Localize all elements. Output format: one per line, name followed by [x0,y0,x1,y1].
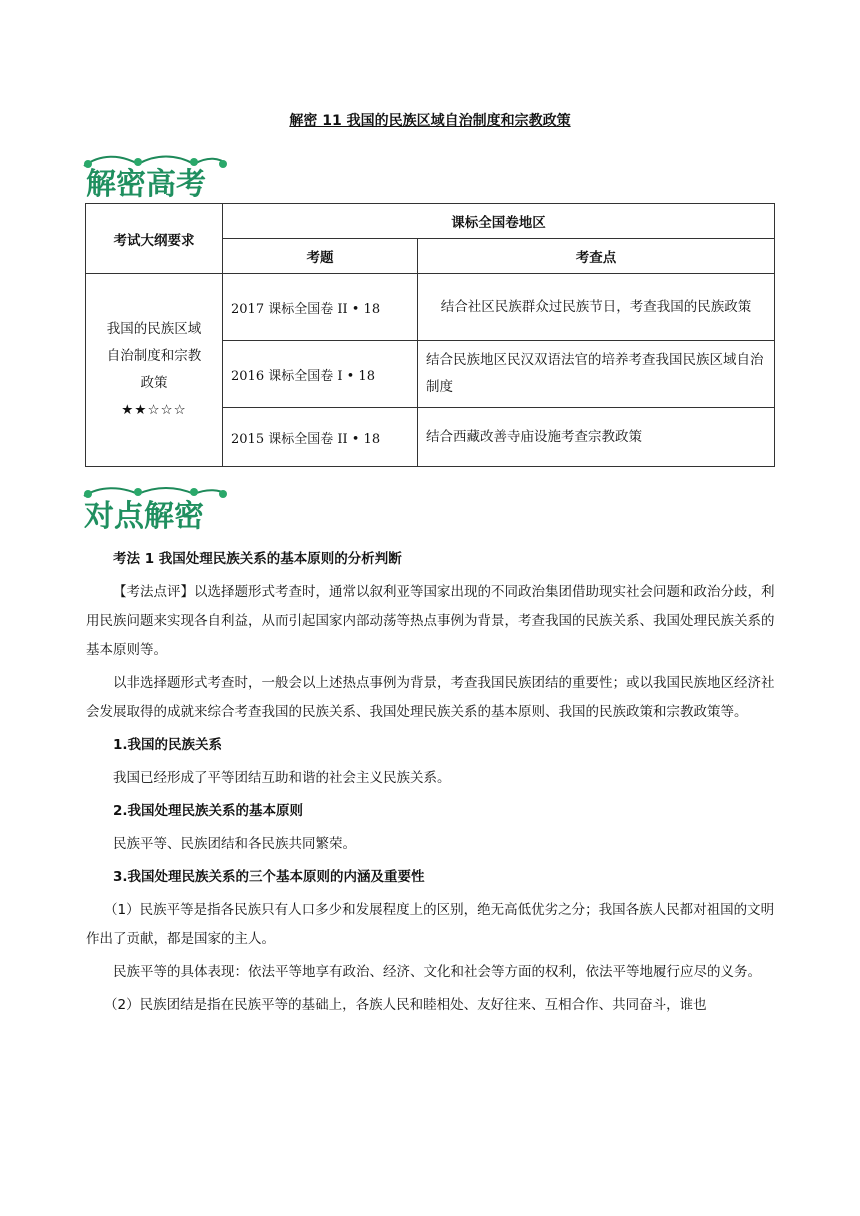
main-content [86,545,776,1020]
banner-gaokao-graphic [80,152,230,202]
question-cell: 2016 课标全国卷 I • 18 [223,341,418,408]
exam-outline-table [85,203,775,467]
section-heading-3: 3.我国处理民族关系的三个基本原则的内涵及重要性 [113,869,425,885]
paragraph: （1）民族平等是指各民族只有人口多少和发展程度上的区别，绝无高低优劣之分；我国各族人民都对祖国的文明作出了贡献，都是国家的主人。 [86,902,775,947]
point-cell: 结合社区民族群众过民族节日，考查我国的民族政策 [418,274,775,341]
banner-duidian-graphic [80,484,230,534]
requirement-line: 我国的民族区域 [106,321,202,337]
paragraph: 民族平等、民族团结和各民族共同繁荣。 [113,836,356,852]
table-row [86,274,775,341]
banner-gaokao-text: 解密高考 [86,167,206,202]
header-requirement: 考试大纲要求 [86,204,223,274]
requirement-line: 政策 [140,375,168,391]
evaluation-text: 以选择题形式考查时，通常以叙利亚等国家出现的不同政治集团借助现实社会问题和政治分歧，利用民族问题来实现各自利益，从而引起国家内部动荡等热点事例为背景，考查我国的民族关系、我国处理民族关系的基本原则等。 [86,584,775,658]
difficulty-stars: ★★☆☆☆ [121,402,187,418]
header-question: 考题 [223,239,418,274]
paragraph: 我国已经形成了平等团结互助和谐的社会主义民族关系。 [113,770,451,786]
paragraph: （2）民族团结是指在民族平等的基础上，各族人民和睦相处、友好往来、互相合作、共同奋斗，谁也 [104,997,707,1013]
page-title: 解密 11 我国的民族区域自治制度和宗教政策 [289,113,571,129]
paragraph: 以非选择题形式考查时，一般会以上述热点事例为背景，考查我国民族团结的重要性；或以我国民族地区经济社会发展取得的成就来综合考查我国的民族关系、我国处理民族关系的基本原则、我国的民族政策和宗教政策等。 [86,675,775,720]
question-cell: 2017 课标全国卷 II • 18 [223,274,418,341]
evaluation-paragraph [86,578,776,665]
banner-duidian [80,484,230,536]
header-point: 考查点 [418,239,775,274]
section-heading-1: 1.我国的民族关系 [113,737,223,753]
method-heading: 考法 1 我国处理民族关系的基本原则的分析判断 [113,551,402,567]
evaluation-label: 【考法点评】 [113,584,194,600]
question-cell: 2015 课标全国卷 II • 18 [223,408,418,467]
section-heading-2: 2.我国处理民族关系的基本原则 [113,803,304,819]
point-cell: 结合民族地区民汉双语法官的培养考查我国民族区域自治制度 [418,341,775,408]
banner-gaokao [80,152,230,204]
point-cell: 结合西藏改善寺庙设施考查宗教政策 [418,408,775,467]
requirement-line: 自治制度和宗教 [106,348,202,364]
paragraph: 民族平等的具体表现：依法平等地享有政治、经济、文化和社会等方面的权利，依法平等地履行应尽的义务。 [113,964,761,980]
header-region: 课标全国卷地区 [223,204,775,239]
banner-duidian-text: 对点解密 [84,499,204,534]
requirement-cell [86,274,223,467]
